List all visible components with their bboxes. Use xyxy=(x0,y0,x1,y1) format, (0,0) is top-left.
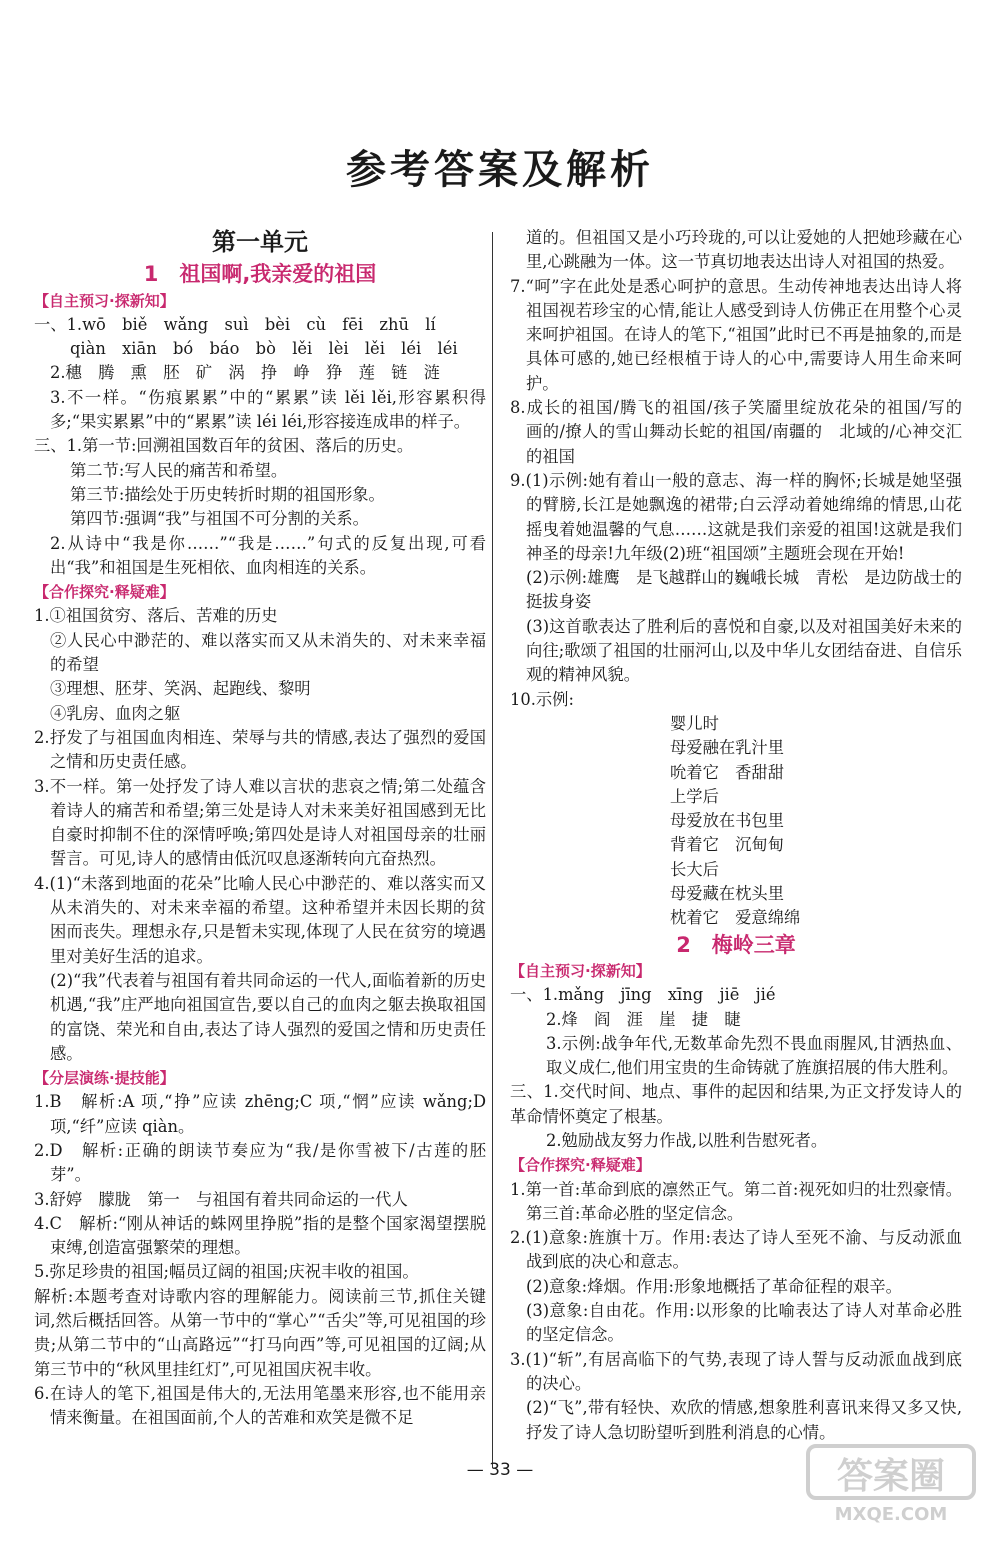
answer-line: 1.B 解析:A 项,“挣”应读 zhēng;C 项,“惘”应读 wǎng;D 项,“纤”应读 qiàn。 xyxy=(34,1092,486,1136)
poem-line: 婴儿时 xyxy=(670,713,719,733)
answer-line: 一、1.mǎng jīng xīng jiē jié xyxy=(510,985,776,1005)
column-divider xyxy=(492,232,493,1468)
lesson-heading: 2 梅岭三章 xyxy=(676,932,796,957)
answer-line: 2.烽 阎 涯 崖 捷 睫 xyxy=(546,1009,741,1029)
unit-heading: 第一单元 xyxy=(212,227,308,256)
answer-line: 三、1.第一节:回溯祖国数百年的贫困、落后的历史。 xyxy=(34,436,414,456)
answer-line: (2)“我”代表着与祖国有着共同命运的一代人,面临着新的历史机遇,“我”庄严地向祖国宣告,要以自己的血肉之躯去换取祖国的富饶、荣光和自由,表达了诗人强烈的爱国之情和历史责任感。 xyxy=(50,970,486,1063)
answer-line: 4.(1)“未落到地面的花朵”比喻人民心中渺茫的、难以落实而又从未消失的、对未来幸福的希望。这种希望并未因长期的贫困而丧失。理想永存,只是暂未实现,体现了人民在贫穷的境遇里对美好生活的追求。 xyxy=(34,873,486,966)
answer-line: 1.①祖国贫穷、落后、苦难的历史 xyxy=(34,606,278,626)
watermark-url: MXQE.COM xyxy=(834,1504,948,1525)
poem-line: 母爱融在乳汁里 xyxy=(670,738,784,758)
answer-line: 3.舒婷 朦胧 第一 与祖国有着共同命运的一代人 xyxy=(34,1189,408,1209)
answer-line: 9.(1)示例:她有着山一般的意志、海一样的胸怀;长城是她坚强的臂膀,长江是她飘逸的裙带;白云浮动着她绵绵的情思,山花摇曳着她温馨的气息……这就是我们亲爱的祖国!这就是我们神圣的母亲!九年级(2)班“祖国颂”主题班会现在开始! xyxy=(510,470,962,563)
section-header: 【合作探究·释疑难】 xyxy=(34,583,175,602)
answer-line: 3.不一样。“伤痕累累”中的“累累”读 lěi lěi,形容累积得多;“果实累累”中的“累累”读 léi léi,形容接连成串的样子。 xyxy=(50,387,486,432)
answer-line: 10.示例: xyxy=(510,689,574,709)
answer-line: 3.(1)“斩”,有居高临下的气势,表现了诗人誓与反动派血战到底的决心。 xyxy=(510,1349,962,1393)
answer-line: 解析:本题考查对诗歌内容的理解能力。阅读前三节,抓住关键词,然后概括回答。从第一节中的“掌心”“舌尖”等,可见祖国的珍贵;从第二节中的“山高路远”“打马向西”等,可见祖国的辽阔;从第三节中的“秋风里挂红灯”,可见祖国庆祝丰收。 xyxy=(34,1286,486,1379)
answer-line: 3.示例:战争年代,无数革命先烈不畏血雨腥风,甘洒热血、取义成仁,他们用宝贵的生命铸就了旌旗招展的伟大胜利。 xyxy=(546,1033,962,1078)
right-column xyxy=(510,226,979,1445)
answer-line: 一、1.wō biě wǎng suì bèi cù fēi zhū lí xyxy=(34,314,436,334)
answer-line: 2.勉励战友努力作战,以胜利告慰死者。 xyxy=(546,1130,828,1150)
poem-line: 母爱放在书包里 xyxy=(670,811,784,831)
sample-poem xyxy=(510,712,962,931)
answer-line: (2)意象:烽烟。作用:形象地概括了革命征程的艰辛。 xyxy=(526,1276,902,1296)
answer-line: 7.“呵”字在此处是悉心呵护的意思。生动传神地表达出诗人将祖国视若珍宝的心情,能让人感受到诗人仿佛正在用整个心灵来呵护祖国。在诗人的笔下,“祖国”此时已不再是抽象的,而是具体可感的,她已经根植于诗人的心中,需要诗人用生命来呵护。 xyxy=(510,276,962,393)
answer-line: ②人民心中渺茫的、难以落实而又从未消失的、对未来幸福的希望 xyxy=(50,630,486,675)
left-column xyxy=(34,226,486,1431)
answer-line: 三、1.交代时间、地点、事件的起因和结果,为正文抒发诗人的革命情怀奠定了根基。 xyxy=(510,1082,962,1126)
poem-line: 吮着它 香甜甜 xyxy=(670,762,784,782)
answer-line: 第四节:强调“我”与祖国不可分割的关系。 xyxy=(70,509,369,529)
answer-line: 3.不一样。第一处抒发了诗人难以言状的悲哀之情;第二处蕴含着诗人的痛苦和希望;第三处是诗人对未来美好祖国感到无比自豪时抑制不住的深情呼唤;第四处是诗人对祖国母亲的壮丽誓言。可见,诗人的感情由低沉叹息逐渐转向亢奋热烈。 xyxy=(34,776,486,869)
answer-line: 2.D 解析:正确的朗读节奏应为“我/是你雪被下/古莲的胚芽”。 xyxy=(34,1140,486,1185)
answer-line: 6.在诗人的笔下,祖国是伟大的,无法用笔墨来形容,也不能用亲情来衡量。在祖国面前,个人的苦难和欢笑是微不足 xyxy=(34,1383,486,1428)
answer-line: (2)“飞”,带有轻快、欢欣的情感,想象胜利喜讯来得又多又快,抒发了诗人急切盼望听到胜利消息的心情。 xyxy=(526,1398,962,1442)
watermark-logo: 答案圈 xyxy=(806,1444,976,1500)
answer-line: 1.第一首:革命到底的凛然正气。第二首:视死如归的壮烈豪情。第三首:革命必胜的坚定信念。 xyxy=(510,1179,962,1223)
answer-line: (2)示例:雄鹰 是飞越群山的巍峨长城 青松 是边防战士的挺拔身姿 xyxy=(526,568,962,612)
poem-line: 长大后 xyxy=(670,859,719,879)
answer-line: 4.C 解析:“刚从神话的蛛网里挣脱”指的是整个国家渴望摆脱束缚,创造富强繁荣的理想。 xyxy=(34,1213,486,1258)
poem-line: 上学后 xyxy=(670,786,719,806)
poem-line: 背着它 沉甸甸 xyxy=(670,835,784,855)
answer-line: 2.从诗中“我是你……”“我是……”句式的反复出现,可看出“我”和祖国是生死相依、血肉相连的关系。 xyxy=(50,533,486,577)
section-header: 【自主预习·探新知】 xyxy=(34,291,175,310)
answer-line: ④乳房、血肉之躯 xyxy=(50,703,181,723)
page-number: — 33 — xyxy=(466,1460,534,1480)
right-answers-top xyxy=(510,226,979,712)
watermark xyxy=(806,1444,976,1528)
answer-line: (3)意象:自由花。作用:以形象的比喻表达了诗人对革命必胜的坚定信念。 xyxy=(526,1301,962,1345)
answer-line: 2.(1)意象:旌旗十万。作用:表达了诗人至死不渝、与反动派血战到底的决心和意志。 xyxy=(510,1228,962,1272)
poem-line: 母爱藏在枕头里 xyxy=(670,884,784,904)
page-title: 参考答案及解析 xyxy=(346,146,654,193)
answer-line: 第三节:描绘处于历史转折时期的祖国形象。 xyxy=(70,484,385,504)
answer-line: 第二节:写人民的痛苦和希望。 xyxy=(70,460,288,480)
answer-line: 8.成长的祖国/腾飞的祖国/孩子笑靥里绽放花朵的祖国/写的 画的/撩人的雪山舞动长蛇的祖国/南疆的 北域的/心神交汇的祖国 xyxy=(510,398,979,466)
answer-line: 2.抒发了与祖国血肉相连、荣辱与共的情感,表达了强烈的爱国之情和历史责任感。 xyxy=(34,727,486,772)
left-answers xyxy=(34,289,486,1431)
answer-line: qiàn xiān bó báo bò lěi lèi lěi léi léi xyxy=(70,339,458,359)
section-header: 【分层演练·提技能】 xyxy=(34,1069,175,1088)
section-header: 【合作探究·释疑难】 xyxy=(510,1156,651,1175)
answer-line: 5.弥足珍贵的祖国;幅员辽阔的祖国;庆祝丰收的祖国。 xyxy=(34,1262,419,1282)
section-header: 【自主预习·探新知】 xyxy=(510,961,651,980)
right-answers-bottom xyxy=(510,959,962,1445)
answer-line: ③理想、胚芽、笑涡、起跑线、黎明 xyxy=(50,679,311,699)
lesson-heading: 1 祖国啊,我亲爱的祖国 xyxy=(143,262,377,287)
answer-line: 2.穗 腾 熏 胚 矿 涡 挣 峥 狰 莲 链 涟 xyxy=(50,363,441,383)
answer-line: 道的。但祖国又是小巧玲珑的,可以让爱她的人把她珍藏在心里,心跳融为一体。这一节真切地表达出诗人对祖国的热爱。 xyxy=(526,228,962,272)
poem-line: 枕着它 爱意绵绵 xyxy=(670,908,801,928)
answer-line: (3)这首歌表达了胜利后的喜悦和自豪,以及对祖国美好未来的向往;歌颂了祖国的壮丽河山,以及中华儿女团结奋进、自信乐观的精神风貌。 xyxy=(526,616,962,685)
